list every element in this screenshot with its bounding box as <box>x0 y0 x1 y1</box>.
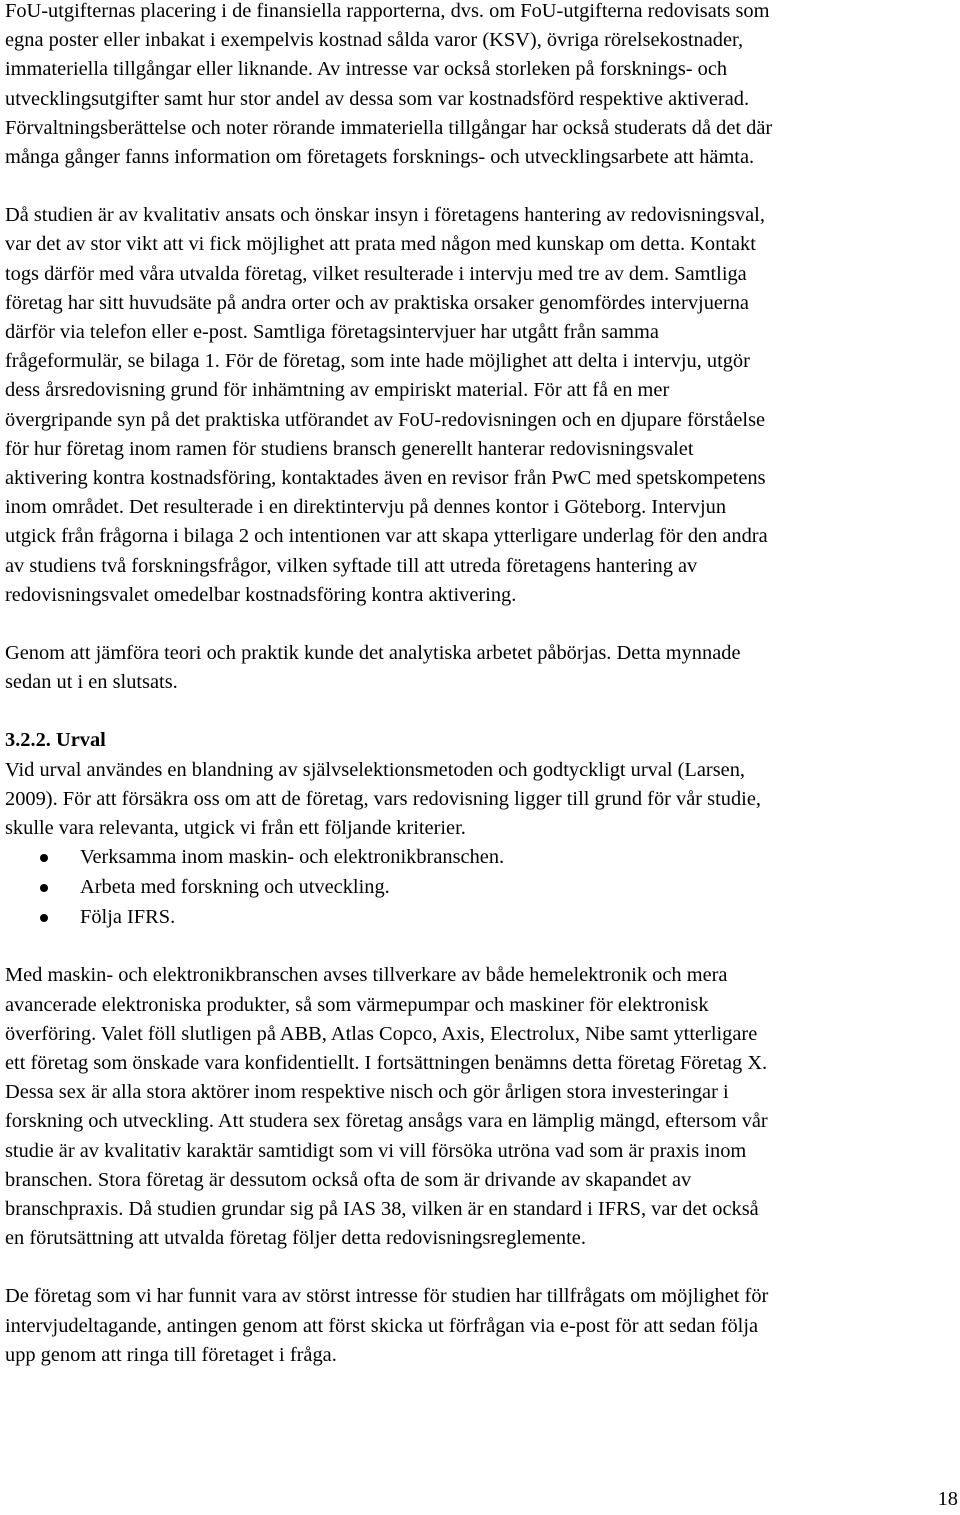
paragraph-fou-placement: FoU-utgifternas placering i de finansiella rapporterna, dvs. om FoU-utgifterna redovisats som egna poster eller inbakat i exempelvis kostnad sålda varor (KSV), övriga rörelsekostnader, immateriella tillgångar eller liknande. Av intresse var också storleken på forsknings- och utvecklingsutgifter samt hur stor andel av dessa som var kostnadsförd respektive aktiverad. Förvaltningsberättelse och noter rörande immateriella tillgångar har också studerats då det där många gånger fanns information om företagets forsknings- och utvecklingsarbete att hämta. <box>5 0 773 169</box>
criteria-item <box>5 873 955 903</box>
criteria-item <box>5 843 955 873</box>
bullet-icon <box>40 854 48 862</box>
paragraph-analysis: Genom att jämföra teori och praktik kunde det analytiska arbetet påbörjas. Detta mynnade sedan ut i en slutsats. <box>5 642 741 694</box>
criteria-item <box>5 903 955 933</box>
paragraph-interview-method: Då studien är av kvalitativ ansats och önskar insyn i företagens hantering av redovisningsval, var det av stor vikt att vi fick möjlighet att prata med någon med kunskap om detta. Kontakt togs därför med våra utvalda företag, vilket resulterade i intervju med tre av dem. Samtliga företag har sitt huvudsäte på andra orter och av praktiska orsaker genomfördes intervjuerna därför via telefon eller e-post. Samtliga företagsintervjuer har utgått från samma frågeformulär, se bilaga 1. För de företag, som inte hade möjlighet att delta i intervju, utgör dess årsredovisning grund för inhämtning av empiriskt material. För att få en mer övergripande syn på det praktiska utförandet av FoU-redovisningen och en djupare förståelse för hur företag inom ramen för studiens bransch generellt hanterar redovisningsvalet aktivering kontra kostnadsföring, kontaktades även en revisor från PwC med spetskompetens inom området. Det resulterade i en direktintervju på dennes kontor i Göteborg. Intervjun utgick från frågorna i bilaga 2 och intentionen var att skapa ytterligare underlag för den andra av studiens två forskningsfrågor, vilken syftade till att utreda företagens hantering av redovisningsvalet omedelbar kostnadsföring kontra aktivering. <box>5 204 768 606</box>
criteria-item-text: Verksamma inom maskin- och elektronikbranschen. <box>80 846 505 869</box>
criteria-list <box>5 843 955 932</box>
criteria-item-text: Följa IFRS. <box>80 905 176 928</box>
page-number: 18 <box>937 1488 958 1510</box>
bullet-icon <box>40 884 48 892</box>
criteria-item-text: Arbeta med forskning och utveckling. <box>80 875 390 898</box>
section-heading-urval: 3.2.2. Urval <box>5 729 106 752</box>
page-content <box>5 0 955 1370</box>
paragraph-selection: Vid urval användes en blandning av självselektionsmetoden och godtyckligt urval (Larsen, 2009). För att försäkra oss om att de företag, vars redovisning ligger till grund för vår studie, skulle vara relevanta, utgick vi från ett följande kriterier. <box>5 758 761 840</box>
paragraph-contact: De företag som vi har funnit vara av störst intresse för studien har tillfrågats om möjlighet för intervjudeltagande, antingen genom att först skicka ut förfrågan via e-post för att sedan följa upp genom att ringa till företaget i fråga. <box>5 1285 769 1366</box>
paragraph-industry: Med maskin- och elektronikbranschen avses tillverkare av både hemelektronik och mera avancerade elektroniska produkter, så som värmepumpar och maskiner för elektronisk överföring. Valet föll slutligen på ABB, Atlas Copco, Axis, Electrolux, Nibe samt ytterligare ett företag som önskade vara konfidentiellt. I fortsättningen benämns detta företag Företag X. Dessa sex är alla stora aktörer inom respektive nisch och gör årligen stora investeringar i forskning och utveckling. Att studera sex företag ansågs vara en lämplig mängd, eftersom vår studie är av kvalitativ karaktär samtidigt som vi vill försöka utröna vad som är praxis inom branschen. Stora företag är dessutom också ofta de som är drivande av skapandet av branschpraxis. Då studien grundar sig på IAS 38, vilken är en standard i IFRS, var det också en förutsättning att utvalda företag följer detta redovisningsreglemente. <box>5 964 768 1250</box>
bullet-icon <box>40 914 48 922</box>
